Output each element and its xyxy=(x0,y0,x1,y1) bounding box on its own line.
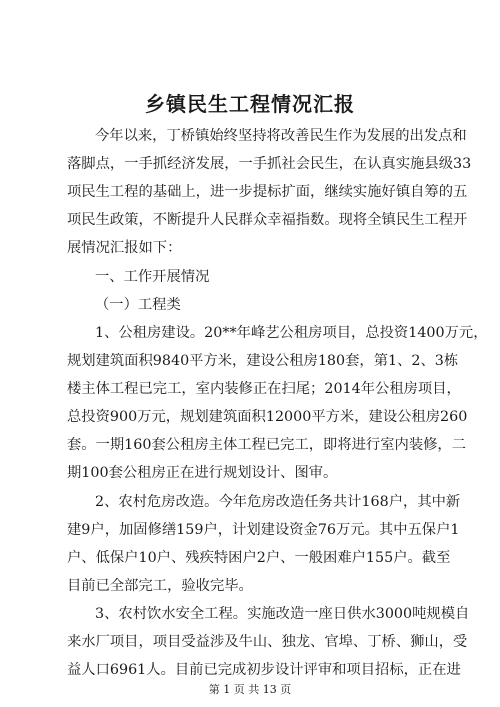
paragraph-line: 户、低保户10户、残疾特困户2户、一般困难户155户。截至 xyxy=(67,550,451,566)
page-footer: 第 1 页 共 13 页 xyxy=(208,683,292,696)
paragraph-line: 展情况汇报如下： xyxy=(67,240,182,256)
document-title: 乡镇民生工程情况汇报 xyxy=(145,92,355,116)
paragraph-line: 目前已全部完工，验收完毕。 xyxy=(67,578,253,594)
paragraph-line: 规划建筑面积9840平方米，建设公租房180套，第1、2、3栋 xyxy=(67,353,459,369)
paragraph-line: 落脚点，一手抓经济发展，一手抓社会民生，在认真实施县级33 xyxy=(67,156,472,172)
paragraph-line: 益人口6961人。目前已完成初步设计评审和项目招标，正在进 xyxy=(67,662,461,678)
paragraph-line: 期100套公租房正在进行规划设计、图审。 xyxy=(67,465,338,481)
paragraph-line: 项民生政策，不断提升人民群众幸福指数。现将全镇民生工程开 xyxy=(67,212,468,228)
subsection-heading: （一）工程类 xyxy=(95,297,181,313)
paragraph-line: 建9户，加固修缮159户，计划建设资金76万元。其中五保户1 xyxy=(67,522,460,538)
paragraph-line: 3、农村饮水安全工程。实施改造一座日供水3000吨规模自 xyxy=(95,606,470,622)
paragraph-line: 楼主体工程已完工，室内装修正在扫尾；2014年公租房项目， xyxy=(67,381,461,397)
paragraph-line: 来水厂项目，项目受益涉及牛山、独龙、官埠、丁桥、狮山，受 xyxy=(67,634,468,650)
paragraph-line: 1、公租房建设。20**年峰艺公租房项目，总投资1400万元， xyxy=(95,325,488,341)
section-heading: 一、工作开展情况 xyxy=(95,269,210,285)
paragraph-line: 2、农村危房改造。今年危房改造任务共计168户，其中新 xyxy=(95,494,461,510)
paragraph-line: 项民生工程的基础上，进一步提标扩面，继续实施好镇自筹的五 xyxy=(67,184,468,200)
paragraph-line: 总投资900万元，规划建筑面积12000平方米，建设公租房260 xyxy=(67,409,468,425)
paragraph-line: 今年以来，丁桥镇始终坚持将改善民生作为发展的出发点和 xyxy=(95,128,467,144)
paragraph-line: 套。一期160套公租房主体工程已完工，即将进行室内装修，二 xyxy=(67,437,467,453)
